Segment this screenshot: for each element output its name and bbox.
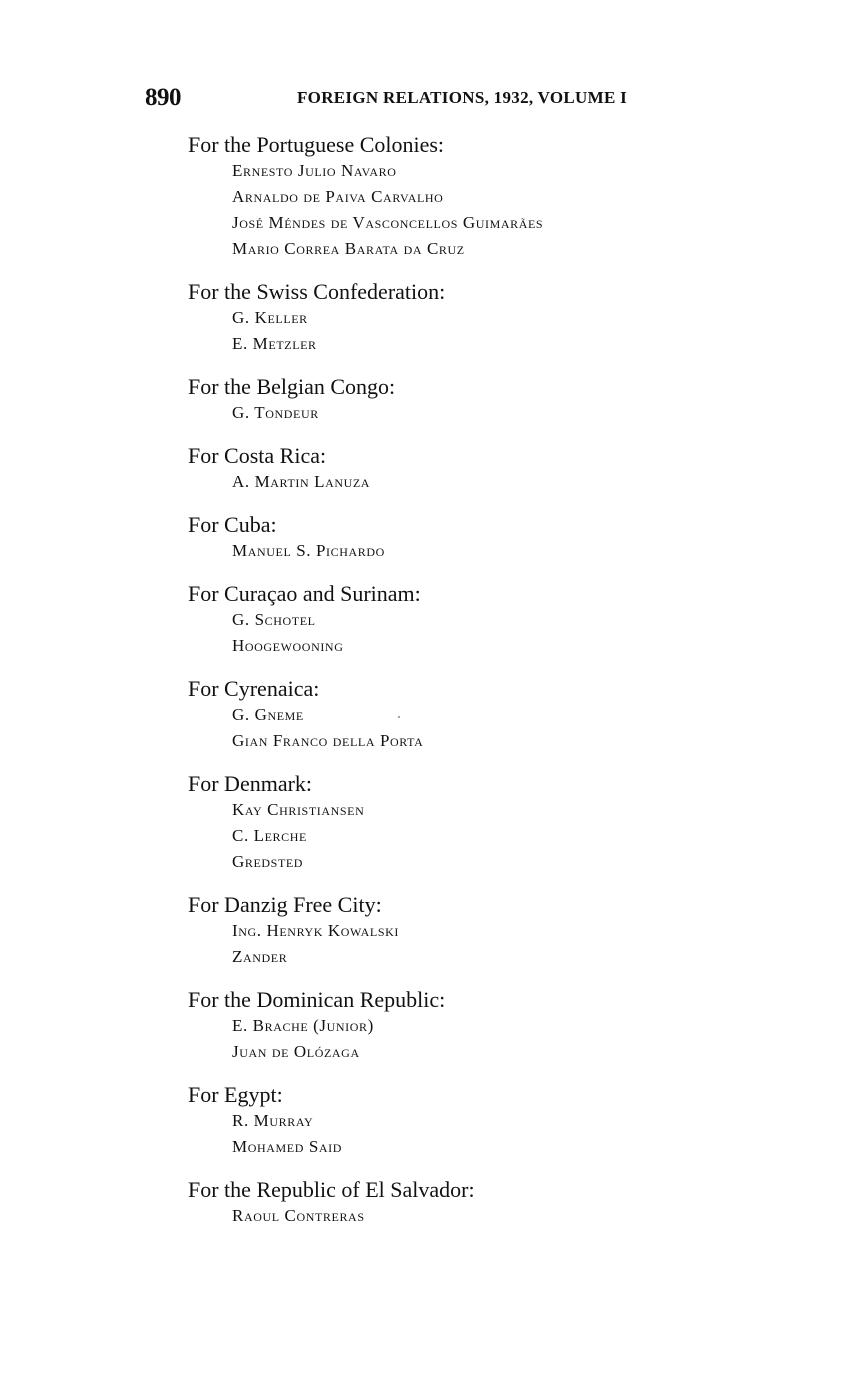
section-heading: For Danzig Free City: [188, 892, 382, 917]
signatory-name: Manuel S. Pichardo [232, 541, 385, 560]
section-gap [188, 564, 788, 581]
signatory-name: G. Schotel [232, 610, 316, 629]
signatory-section [188, 132, 788, 262]
signatory-name: Zander [232, 947, 288, 966]
section-heading: For Egypt: [188, 1082, 283, 1107]
signatory-section [188, 1082, 788, 1160]
section-gap [188, 262, 788, 279]
section-gap [188, 426, 788, 443]
page-number: 890 [145, 84, 181, 111]
signatory-section [188, 771, 788, 875]
signatory-name: Raoul Contreras [232, 1206, 365, 1225]
section-heading: For the Swiss Confederation: [188, 279, 446, 304]
section-gap [188, 659, 788, 676]
section-heading: For the Republic of El Salvador: [188, 1177, 475, 1202]
signatory-name: G. Gneme [232, 705, 304, 724]
section-heading: For Denmark: [188, 771, 313, 796]
section-gap [188, 357, 788, 374]
signatory-section [188, 279, 788, 357]
signatory-section [188, 1177, 788, 1229]
signatory-section [188, 374, 788, 426]
signatory-name: E. Brache (Junior) [232, 1016, 374, 1035]
signatory-name: Arnaldo de Paiva Carvalho [232, 187, 444, 206]
signatory-name: Hoogewooning [232, 636, 344, 655]
signatory-name: G. Tondeur [232, 403, 319, 422]
signatory-name: Mohamed Said [232, 1137, 343, 1156]
signatory-name: G. Keller [232, 308, 308, 327]
signatory-section [188, 581, 788, 659]
section-gap [188, 1160, 788, 1177]
signatory-name: José Méndes de Vasconcellos Guimarães [232, 213, 544, 232]
signatory-name: Gredsted [232, 852, 304, 871]
section-gap [188, 495, 788, 512]
signatory-name: Ernesto Julio Navaro [232, 161, 397, 180]
signatory-section [188, 892, 788, 970]
section-heading: For the Dominican Republic: [188, 987, 446, 1012]
signatory-name: Ing. Henryk Kowalski [232, 921, 399, 940]
signatory-name: Juan de Olózaga [232, 1042, 360, 1061]
signatory-section [188, 676, 788, 754]
signatory-name: A. Martin Lanuza [232, 472, 371, 491]
running-head: FOREIGN RELATIONS, 1932, VOLUME I [297, 88, 628, 107]
section-heading: For Curaçao and Surinam: [188, 581, 421, 606]
signatory-name: Mario Correa Barata da Cruz [232, 239, 465, 258]
signatory-name: Kay Christiansen [232, 800, 365, 819]
section-gap [188, 754, 788, 771]
section-gap [188, 970, 788, 987]
signatory-section [188, 512, 788, 564]
section-heading: For Cuba: [188, 512, 277, 537]
signatory-name: C. Lerche [232, 826, 307, 845]
signatory-name: R. Murray [232, 1111, 314, 1130]
section-heading: For the Portuguese Colonies: [188, 132, 445, 157]
signatory-list [188, 132, 788, 1229]
section-gap [188, 875, 788, 892]
section-heading: For Cyrenaica: [188, 676, 320, 701]
section-heading: For the Belgian Congo: [188, 374, 396, 399]
signatory-name: E. Metzler [232, 334, 317, 353]
section-gap [188, 1065, 788, 1082]
signatory-section [188, 987, 788, 1065]
ink-speck [398, 716, 400, 718]
signatory-section [188, 443, 788, 495]
section-heading: For Costa Rica: [188, 443, 327, 468]
signatory-name: Gian Franco della Porta [232, 731, 424, 750]
